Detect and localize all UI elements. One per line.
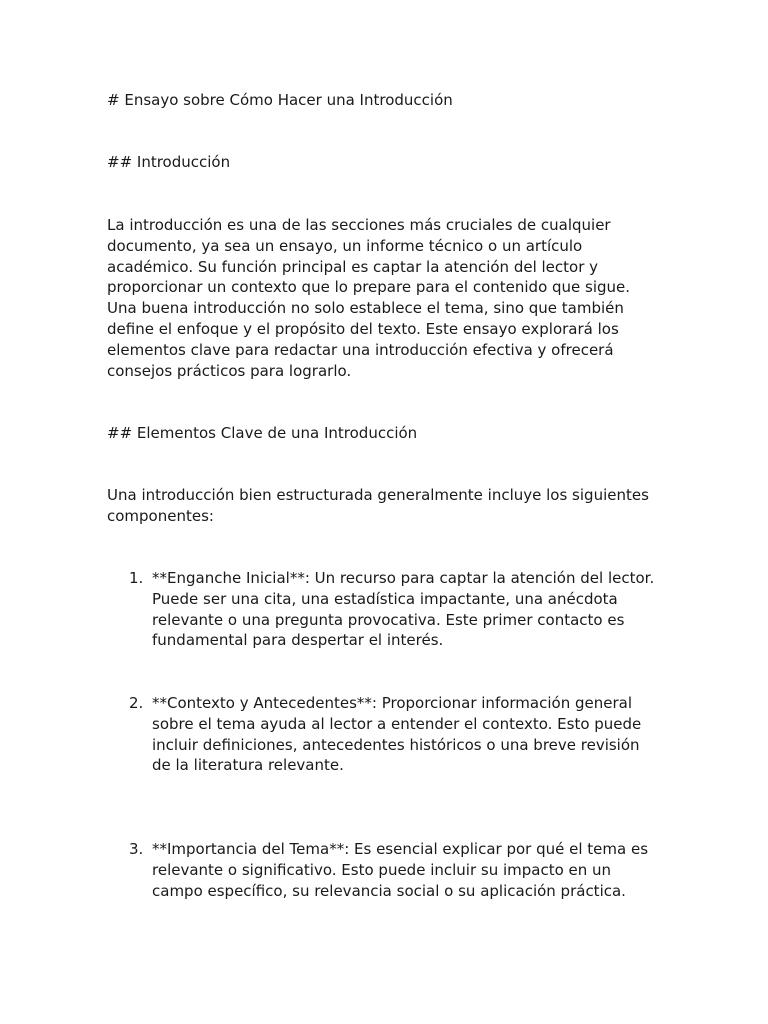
- paragraph-line: define el enfoque y el propósito del texto. Este ensayo explorará los: [107, 319, 619, 338]
- document-title: # Ensayo sobre Cómo Hacer una Introducción: [107, 91, 453, 109]
- paragraph-line: consejos prácticos para lograrlo.: [107, 361, 352, 380]
- list-item-text: **Contexto y Antecedentes**: Proporcionar información general sobre el tema ayuda al lector a entender el contexto. Esto puede incluir definiciones, antecedentes históricos o una breve revisión de la literatura relevante.: [152, 694, 642, 775]
- list-item-number: 2.: [129, 694, 144, 712]
- paragraph-line: documento, ya sea un ensayo, un informe técnico o un artículo: [107, 236, 583, 255]
- list-item-number: 3.: [129, 840, 144, 858]
- section-lead-paragraph: [107, 485, 649, 527]
- paragraph-line: Una buena introducción no solo establece el tema, sino que también: [107, 299, 624, 318]
- paragraph-line: proporcionar un contexto que lo prepare para el contenido que sigue.: [107, 278, 631, 297]
- paragraph-line: Una introducción bien estructurada generalmente incluye los siguientes: [107, 486, 649, 504]
- paragraph-line: La introducción es una de las secciones más cruciales de cualquier: [107, 216, 611, 234]
- intro-paragraph: [107, 215, 630, 381]
- list-item-text: **Importancia del Tema**: Es esencial explicar por qué el tema es relevante o significativo. Esto puede incluir su impacto en un campo específico, su relevancia social o su aplicación práctica.: [152, 840, 649, 900]
- paragraph-line: componentes:: [107, 506, 214, 525]
- paragraph-line: académico. Su función principal es captar la atención del lector y: [107, 257, 599, 276]
- list-item-number: 1.: [129, 569, 144, 587]
- section-heading-elementos-clave: ## Elementos Clave de una Introducción: [107, 424, 418, 442]
- section-heading-introduccion: ## Introducción: [107, 153, 231, 171]
- list-item-text: **Enganche Inicial**: Un recurso para captar la atención del lector. Puede ser una cita, una estadística impactante, una anécdota relevante o una pregunta provocativa. Este primer contacto es fundamental para despertar el interés.: [152, 569, 655, 650]
- paragraph-line: elementos clave para redactar una introducción efectiva y ofrecerá: [107, 340, 614, 359]
